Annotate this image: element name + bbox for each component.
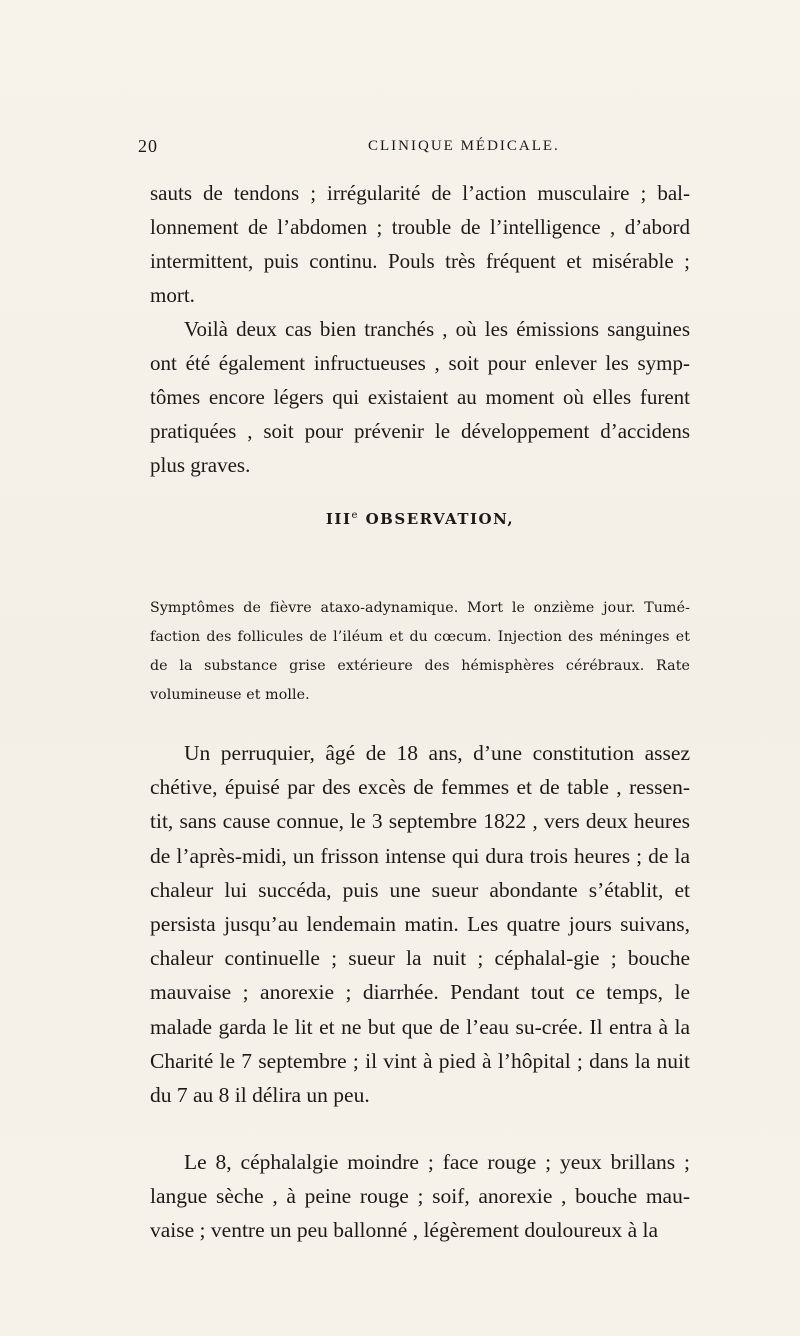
observation-summary: Symptômes de fièvre ataxo-adynamique. Mort le onzième jour. Tumé-faction des follicules de l’iléum et du cœcum. Injection des méninges et de la substance grise extérieure des hémisphères cérébraux. Rate volumineuse et molle.	[150, 600, 690, 703]
running-title: CLINIQUE MÉDICALE.	[368, 138, 560, 154]
running-head	[138, 136, 698, 162]
page-number: 20	[138, 136, 158, 156]
observation-heading	[150, 510, 690, 528]
paragraph-case-history: Un perruquier, âgé de 18 ans, d’une constitution assez chétive, épuisé par des excès de femmes et de table , ressen-tit, sans cause connue, le 3 septembre 1822 , vers deux heures de l’après-midi, un frisson intense qui dura trois heures ; de la chaleur lui succéda, puis une sueur abondante s’établit, et persista jusqu’au lendemain matin. Les quatre jours suivans, chaleur continuelle ; sueur la nuit ; céphalal-gie ; bouche mauvaise ; anorexie ; diarrhée. Pendant tout ce temps, le malade garda le lit et ne but que de l’eau su-crée. Il entra à la Charité le 7 septembre ; il vint à pied à l’hôpital ; dans la nuit du 7 au 8 il délira un peu.	[150, 741, 690, 1108]
observation-title: OBSERVATION,	[358, 510, 515, 528]
paragraph-two-cases: Voilà deux cas bien tranchés , où les émissions sanguines ont été également infructueuses , soit pour enlever les symp-tômes encore légers qui existaient au moment où elles furent pratiquées , soit pour prévenir le développement d’accidens plus graves.	[150, 317, 690, 477]
paragraph-continuation: sauts de tendons ; irrégularité de l’action musculaire ; bal-lonnement de l’abdomen ; trouble de l’intelligence , d’abord intermittent, puis continu. Pouls très fréquent et misérable ; mort.	[150, 181, 690, 307]
observation-superscript: e	[351, 510, 359, 521]
paragraph-day-eight: Le 8, céphalalgie moindre ; face rouge ; yeux brillans ; langue sèche , à peine rouge ; soif, anorexie , bouche mau-vaise ; ventre un peu ballonné , légèrement douloureux à la	[150, 1150, 690, 1243]
observation-numeral: III	[325, 510, 352, 528]
